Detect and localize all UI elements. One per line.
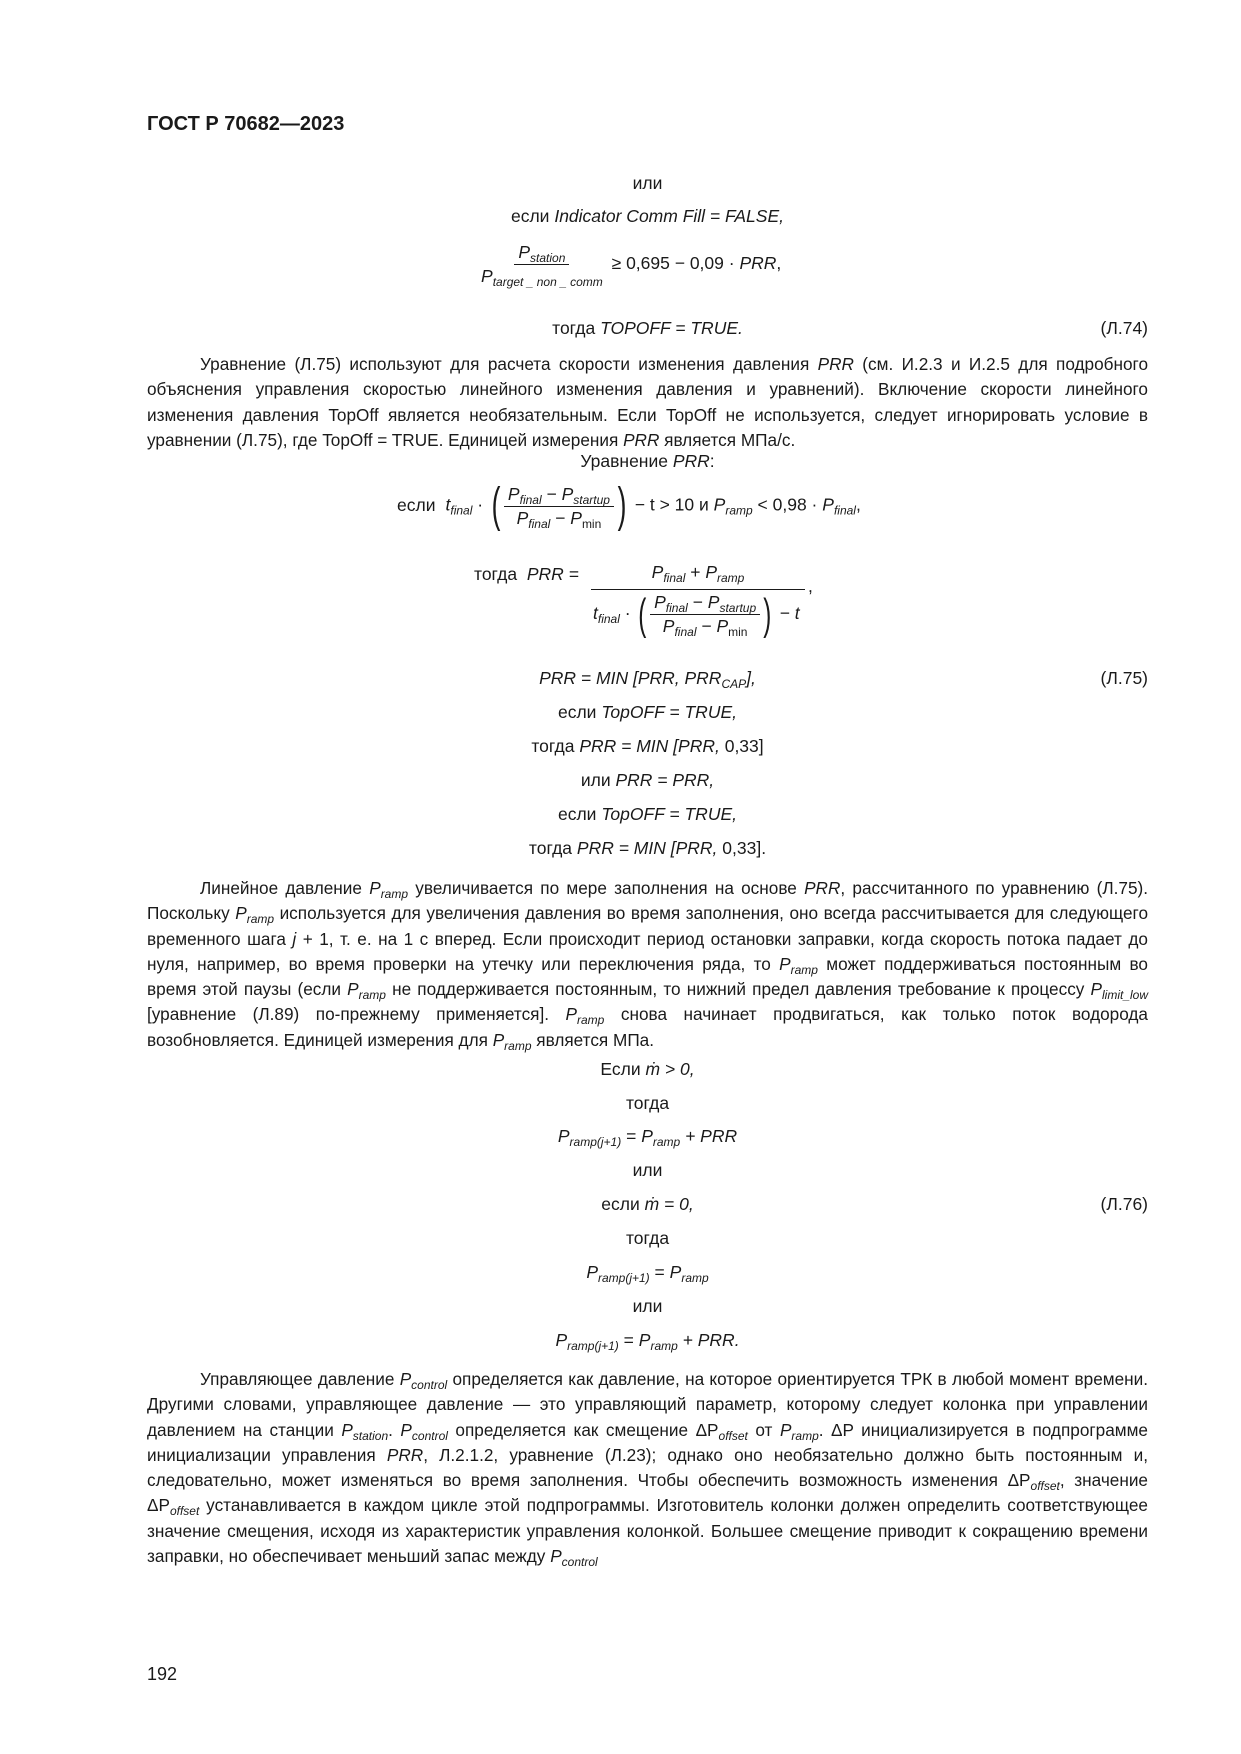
document-header: ГОСТ Р 70682—2023 <box>147 113 345 135</box>
if-topoff-line: если TopOFF = TRUE, <box>557 804 737 824</box>
prr-equation-title: Уравнение PRR: <box>580 451 715 471</box>
paragraph-prr-intro: Уравнение (Л.75) используют для расчета скорости изменения давления PRR (см. И.2.3 и И.2.5 для подробного объяснения управления скоростью линейного изменения давления и уравнений). Включение скорости линейного изменения давления TopOff является необязательным. Если TopOff не используется, следует игнорировать условие в уравнении (Л.75), где TopOff = TRUE. Единицей измерения PRR является МПа/с. <box>147 354 1148 450</box>
then-line: тогда TOPOFF = TRUE. <box>552 318 743 338</box>
or-line: или <box>632 1296 663 1316</box>
then-min-line: тогда PRR = MIN [PRR, 0,33]. <box>528 838 767 858</box>
prr-min-cap-line: PRR = MIN [PRR, $PRR_{CAP}$], <box>539 668 756 691</box>
equation-number: (Л.75) <box>1100 668 1148 688</box>
then-min-line: тогда PRR = MIN [PRR, 0,33] <box>531 736 764 756</box>
or-prr-line: или PRR = PRR, <box>580 770 715 790</box>
prr-condition: если $t_{final}$ · ( $\frac{P_{final} - P_{startup}}{P_{final} - P_{min}}$ ) − t > 10 и $P_{ramp} < 0,98 \cdot P_{final}$, <box>397 479 861 532</box>
prr-fraction-numerator: $P_{final} + P_{ramp}$ <box>651 562 745 585</box>
pressure-fraction: $\frac{P_{station}}{P_{target \_ non \_ comm}}$ <box>481 242 603 289</box>
if-flow-zero: если ṁ = 0, <box>601 1194 694 1214</box>
equation-number: (Л.74) <box>1100 318 1148 338</box>
prr-then-label: тогда PRR = <box>474 564 579 584</box>
equation-number: (Л.76) <box>1100 1194 1148 1214</box>
ramp-increment-line: $P_{ramp(j+1)} = P_{ramp}$ + PRR. <box>555 1330 740 1353</box>
or-line: или <box>632 173 663 193</box>
if-flow-positive: Если ṁ > 0, <box>600 1059 695 1079</box>
paragraph-control-pressure: Управляющее давление $P_{control}$ определяется как давление, на которое ориентируется ТРК в любой момент времени. Другими словами, управляющее давление — это управляющий параметр, которому следует колонка при управлении давлением на станции $P_{station}$. $P_{control}$ определяется как смещение $\Delta P_{offset}$ от $P_{ramp}$. ΔP инициализируется в подпрограмме инициализации управления PRR, Л.2.1.2, уравнение (Л.23); однако оно необязательно должно быть постоянным и, следовательно, может изменяться во время заполнения. Чтобы обеспечить возможность изменения $\Delta P_{offset}$, значение $\Delta P_{offset}$ устанавливается в каждом цикле этой подпрограммы. Изготовитель колонки должен определить соответствующее значение смещения, исходя из характеристик управления колонкой. Большее смещение приводит к сокращению времени заправки, но обеспечивает меньший запас между $P_{control}$ <box>147 1369 1149 1570</box>
page-number: 192 <box>147 1664 178 1684</box>
if-topoff-line: если TopOFF = TRUE, <box>557 702 737 722</box>
pressure-ratio-inequality: $\frac{P_{station}}{P_{target \_ non \_ comm}}$ ≥ 0,695 − 0,09 · PRR, <box>477 242 781 287</box>
condition-line: если Indicator Comm Fill = FALSE, <box>510 206 784 226</box>
or-line: или <box>632 1160 663 1180</box>
ramp-increment-line: $P_{ramp(j+1)} = P_{ramp}$ + PRR <box>557 1126 738 1149</box>
prr-fraction-denominator: $t_{final}$ · ( $\frac{P_{final} - P_{startup}}{P_{final} - P_{min}}$ ) − t <box>593 589 800 639</box>
then-line: тогда <box>625 1093 670 1113</box>
prr-fraction-bar <box>591 589 805 590</box>
then-line: тогда <box>625 1228 670 1248</box>
paragraph-ramp-pressure: Линейное давление $P_{ramp}$ увеличивается по мере заполнения на основе PRR, рассчитанного по уравнению (Л.75). Поскольку $P_{ramp}$ используется для увеличения давления во время заполнения, оно всегда рассчитывается для следующего временного шага j + 1, т. е. на 1 с вперед. Если происходит период остановки заправки, когда скорость потока падает до нуля, например, во время проверки на утечку или переключения ряда, то $P_{ramp}$ может поддерживаться постоянным во время этой паузы (если $P_{ramp}$ не поддерживается постоянным, то нижний предел давления требование к процессу $P_{limit\_low}$ [уравнение (Л.89) по-прежнему применяется]. $P_{ramp}$ снова начинает продвигаться, как только поток водорода возобновляется. Единицей измерения для $P_{ramp}$ является МПа. <box>147 878 1149 1053</box>
prr-comma: , <box>808 576 813 596</box>
ramp-hold-line: $P_{ramp(j+1)} = P_{ramp}$ <box>586 1262 709 1285</box>
